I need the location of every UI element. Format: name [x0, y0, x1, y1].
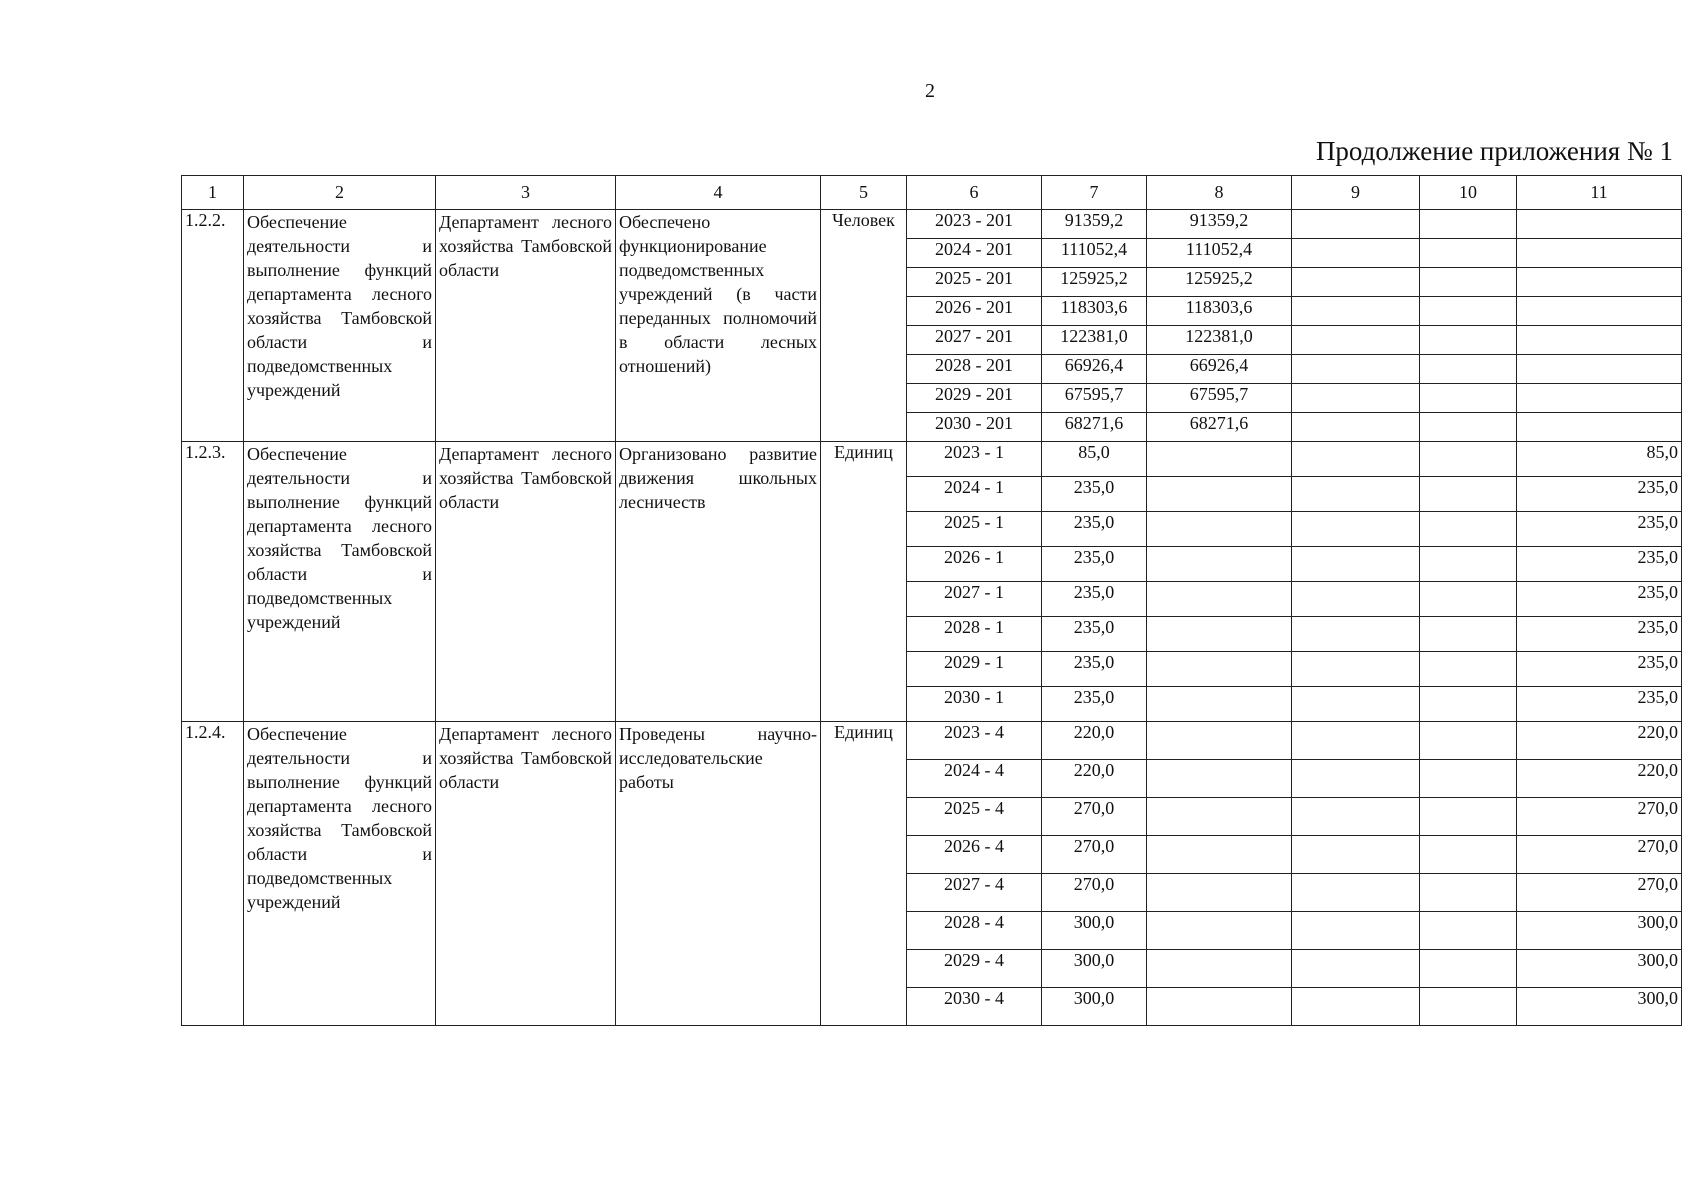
value-col8 — [1147, 874, 1292, 912]
value-col11: 270,0 — [1517, 874, 1682, 912]
value-col7: 125925,2 — [1042, 268, 1147, 297]
year-cell: 2029 - 201 — [907, 384, 1042, 413]
year-cell: 2023 - 201 — [907, 210, 1042, 239]
value-col9 — [1292, 239, 1420, 268]
value-col11: 270,0 — [1517, 798, 1682, 836]
value-col7: 220,0 — [1042, 760, 1147, 798]
item-unit: Единиц — [821, 442, 907, 722]
year-cell: 2025 - 1 — [907, 512, 1042, 547]
year-cell: 2026 - 201 — [907, 297, 1042, 326]
value-col8: 118303,6 — [1147, 297, 1292, 326]
value-col7: 118303,6 — [1042, 297, 1147, 326]
value-col11: 220,0 — [1517, 722, 1682, 760]
value-col8 — [1147, 988, 1292, 1026]
value-col11: 235,0 — [1517, 652, 1682, 687]
value-col11: 235,0 — [1517, 687, 1682, 722]
value-col7: 235,0 — [1042, 512, 1147, 547]
value-col8: 67595,7 — [1147, 384, 1292, 413]
value-col9 — [1292, 326, 1420, 355]
value-col10 — [1420, 297, 1517, 326]
year-cell: 2023 - 4 — [907, 722, 1042, 760]
value-col7: 300,0 — [1042, 950, 1147, 988]
value-col11: 235,0 — [1517, 477, 1682, 512]
value-col10 — [1420, 326, 1517, 355]
value-col10 — [1420, 477, 1517, 512]
value-col8 — [1147, 547, 1292, 582]
value-col9 — [1292, 617, 1420, 652]
appendix-table — [181, 175, 1682, 1026]
value-col9 — [1292, 652, 1420, 687]
column-header: 1 — [182, 176, 244, 210]
value-col8 — [1147, 912, 1292, 950]
value-col11: 300,0 — [1517, 950, 1682, 988]
column-header: 4 — [616, 176, 821, 210]
value-col11: 235,0 — [1517, 582, 1682, 617]
value-col9 — [1292, 874, 1420, 912]
value-col8: 122381,0 — [1147, 326, 1292, 355]
value-col9 — [1292, 477, 1420, 512]
value-col9 — [1292, 512, 1420, 547]
year-cell: 2024 - 4 — [907, 760, 1042, 798]
value-col10 — [1420, 874, 1517, 912]
column-header: 3 — [436, 176, 616, 210]
value-col11 — [1517, 384, 1682, 413]
value-col11 — [1517, 268, 1682, 297]
value-col9 — [1292, 384, 1420, 413]
value-col9 — [1292, 687, 1420, 722]
value-col8 — [1147, 617, 1292, 652]
value-col7: 270,0 — [1042, 836, 1147, 874]
year-cell: 2024 - 201 — [907, 239, 1042, 268]
value-col9 — [1292, 722, 1420, 760]
year-cell: 2027 - 1 — [907, 582, 1042, 617]
value-col9 — [1292, 836, 1420, 874]
value-col10 — [1420, 617, 1517, 652]
year-cell: 2027 - 4 — [907, 874, 1042, 912]
value-col11: 300,0 — [1517, 912, 1682, 950]
value-col8: 66926,4 — [1147, 355, 1292, 384]
value-col9 — [1292, 210, 1420, 239]
year-cell: 2025 - 201 — [907, 268, 1042, 297]
value-col11: 300,0 — [1517, 988, 1682, 1026]
column-header: 8 — [1147, 176, 1292, 210]
value-col10 — [1420, 239, 1517, 268]
value-col11 — [1517, 297, 1682, 326]
value-col11 — [1517, 326, 1682, 355]
value-col8 — [1147, 950, 1292, 988]
table-row — [182, 442, 1682, 477]
value-col8 — [1147, 652, 1292, 687]
value-col7: 68271,6 — [1042, 413, 1147, 442]
item-result: Проведены научно-исследовательские работы — [616, 722, 821, 1026]
item-code: 1.2.2. — [182, 210, 244, 442]
value-col9 — [1292, 798, 1420, 836]
year-cell: 2029 - 1 — [907, 652, 1042, 687]
column-header: 7 — [1042, 176, 1147, 210]
item-executor: Департамент лесного хозяйства Тамбовской области — [436, 722, 616, 1026]
value-col11: 85,0 — [1517, 442, 1682, 477]
value-col10 — [1420, 687, 1517, 722]
year-cell: 2028 - 4 — [907, 912, 1042, 950]
item-unit: Единиц — [821, 722, 907, 1026]
year-cell: 2029 - 4 — [907, 950, 1042, 988]
value-col8: 68271,6 — [1147, 413, 1292, 442]
value-col10 — [1420, 582, 1517, 617]
item-result: Организовано развитие движения школьных лесничеств — [616, 442, 821, 722]
value-col10 — [1420, 798, 1517, 836]
value-col9 — [1292, 950, 1420, 988]
value-col11: 235,0 — [1517, 547, 1682, 582]
value-col7: 235,0 — [1042, 582, 1147, 617]
year-cell: 2024 - 1 — [907, 477, 1042, 512]
value-col10 — [1420, 268, 1517, 297]
value-col7: 111052,4 — [1042, 239, 1147, 268]
year-cell: 2030 - 201 — [907, 413, 1042, 442]
year-cell: 2030 - 1 — [907, 687, 1042, 722]
value-col7: 67595,7 — [1042, 384, 1147, 413]
value-col8 — [1147, 836, 1292, 874]
value-col8 — [1147, 687, 1292, 722]
page-number: 2 — [925, 80, 935, 102]
value-col10 — [1420, 512, 1517, 547]
value-col10 — [1420, 442, 1517, 477]
value-col8 — [1147, 512, 1292, 547]
item-executor: Департамент лесного хозяйства Тамбовской области — [436, 210, 616, 442]
item-unit: Человек — [821, 210, 907, 442]
header-row — [182, 176, 1682, 210]
value-col10 — [1420, 950, 1517, 988]
value-col11: 235,0 — [1517, 617, 1682, 652]
column-header: 9 — [1292, 176, 1420, 210]
value-col7: 66926,4 — [1042, 355, 1147, 384]
item-code: 1.2.3. — [182, 442, 244, 722]
value-col7: 85,0 — [1042, 442, 1147, 477]
value-col7: 91359,2 — [1042, 210, 1147, 239]
value-col11 — [1517, 239, 1682, 268]
value-col11: 220,0 — [1517, 760, 1682, 798]
year-cell: 2026 - 1 — [907, 547, 1042, 582]
value-col11: 235,0 — [1517, 512, 1682, 547]
value-col7: 270,0 — [1042, 874, 1147, 912]
value-col7: 220,0 — [1042, 722, 1147, 760]
value-col11: 270,0 — [1517, 836, 1682, 874]
year-cell: 2030 - 4 — [907, 988, 1042, 1026]
value-col11 — [1517, 210, 1682, 239]
value-col10 — [1420, 988, 1517, 1026]
value-col10 — [1420, 912, 1517, 950]
value-col9 — [1292, 988, 1420, 1026]
value-col11 — [1517, 413, 1682, 442]
item-result: Обеспечено функционирование подведомственных учреждений (в части переданных полномочий в области лесных отношений) — [616, 210, 821, 442]
value-col10 — [1420, 652, 1517, 687]
value-col7: 235,0 — [1042, 477, 1147, 512]
value-col8 — [1147, 442, 1292, 477]
value-col9 — [1292, 442, 1420, 477]
value-col9 — [1292, 547, 1420, 582]
table-row — [182, 210, 1682, 239]
value-col9 — [1292, 912, 1420, 950]
column-header: 11 — [1517, 176, 1682, 210]
value-col8: 125925,2 — [1147, 268, 1292, 297]
value-col7: 300,0 — [1042, 912, 1147, 950]
value-col10 — [1420, 210, 1517, 239]
value-col11 — [1517, 355, 1682, 384]
value-col9 — [1292, 268, 1420, 297]
value-col7: 300,0 — [1042, 988, 1147, 1026]
value-col10 — [1420, 413, 1517, 442]
value-col7: 270,0 — [1042, 798, 1147, 836]
value-col10 — [1420, 355, 1517, 384]
value-col8 — [1147, 798, 1292, 836]
value-col9 — [1292, 582, 1420, 617]
item-name: Обеспечение деятельности и выполнение функций департамента лесного хозяйства Тамбовской области и подведомственных учреждений — [244, 442, 436, 722]
year-cell: 2026 - 4 — [907, 836, 1042, 874]
value-col8 — [1147, 760, 1292, 798]
value-col8: 111052,4 — [1147, 239, 1292, 268]
column-header: 10 — [1420, 176, 1517, 210]
item-name: Обеспечение деятельности и выполнение функций департамента лесного хозяйства Тамбовской области и подведомственных учреждений — [244, 722, 436, 1026]
appendix-title: Продолжение приложения № 1 — [1315, 136, 1673, 166]
value-col7: 235,0 — [1042, 652, 1147, 687]
value-col8 — [1147, 722, 1292, 760]
column-header: 5 — [821, 176, 907, 210]
value-col9 — [1292, 760, 1420, 798]
value-col10 — [1420, 722, 1517, 760]
value-col10 — [1420, 760, 1517, 798]
item-code: 1.2.4. — [182, 722, 244, 1026]
value-col10 — [1420, 547, 1517, 582]
value-col7: 122381,0 — [1042, 326, 1147, 355]
value-col7: 235,0 — [1042, 617, 1147, 652]
value-col9 — [1292, 297, 1420, 326]
value-col9 — [1292, 355, 1420, 384]
value-col10 — [1420, 384, 1517, 413]
year-cell: 2028 - 201 — [907, 355, 1042, 384]
value-col8: 91359,2 — [1147, 210, 1292, 239]
value-col10 — [1420, 836, 1517, 874]
column-header: 6 — [907, 176, 1042, 210]
year-cell: 2028 - 1 — [907, 617, 1042, 652]
year-cell: 2027 - 201 — [907, 326, 1042, 355]
table-row — [182, 722, 1682, 760]
value-col7: 235,0 — [1042, 687, 1147, 722]
year-cell: 2025 - 4 — [907, 798, 1042, 836]
column-header: 2 — [244, 176, 436, 210]
year-cell: 2023 - 1 — [907, 442, 1042, 477]
value-col9 — [1292, 413, 1420, 442]
item-name: Обеспечение деятельности и выполнение функций департамента лесного хозяйства Тамбовской области и подведомственных учреждений — [244, 210, 436, 442]
value-col8 — [1147, 582, 1292, 617]
value-col8 — [1147, 477, 1292, 512]
value-col7: 235,0 — [1042, 547, 1147, 582]
item-executor: Департамент лесного хозяйства Тамбовской области — [436, 442, 616, 722]
